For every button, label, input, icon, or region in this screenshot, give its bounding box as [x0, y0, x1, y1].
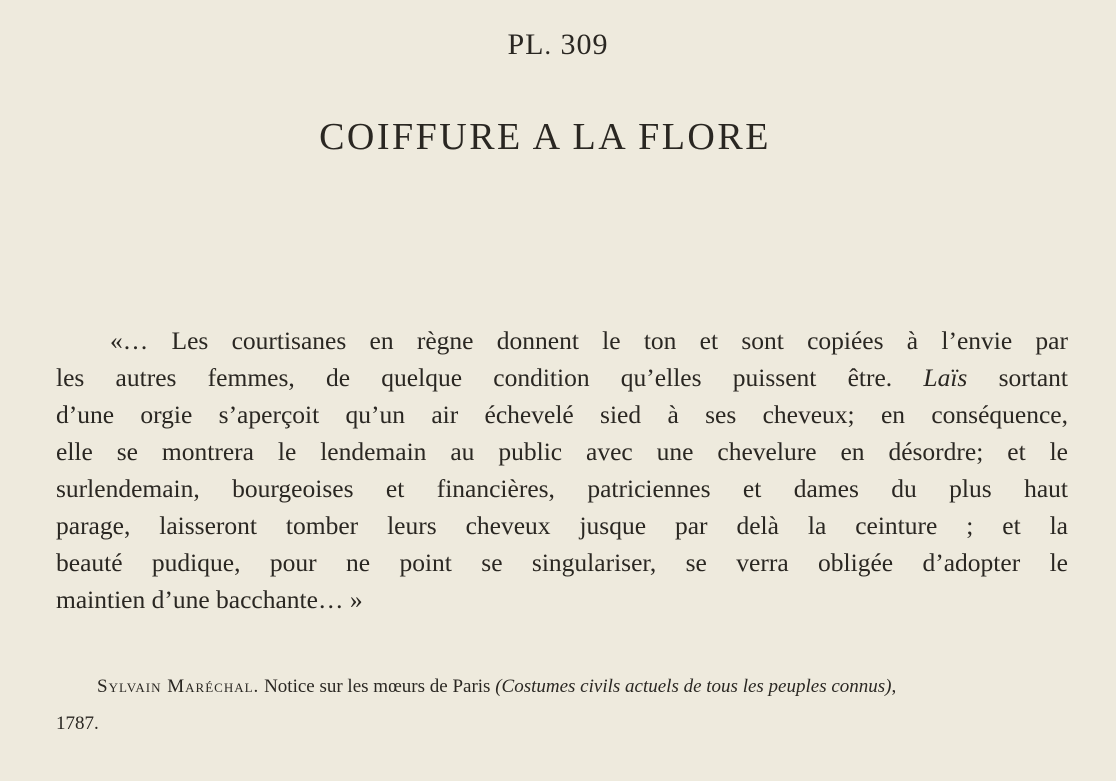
- quote-block: [56, 322, 1068, 618]
- citation-year: 1787.: [56, 713, 99, 734]
- page-title: COIFFURE A LA FLORE: [319, 116, 771, 158]
- quote-text: les autres femmes, de quelque condition qu’elles puissent être.: [56, 363, 893, 392]
- plate-number-value: 309: [560, 28, 609, 61]
- quote-line: d’une orgie s’aperçoit qu’un air échevelé sied à ses cheveux; en conséquence,: [56, 400, 1068, 429]
- plate-prefix: PL: [507, 28, 545, 61]
- quote-line: [56, 359, 1068, 396]
- quote-line: parage, laisseront tomber leurs cheveux jusque par delà la ceinture ; et la: [56, 511, 1068, 540]
- citation-italic-ref: (Costumes civils actuels de tous les peuples connus): [495, 676, 892, 697]
- citation-line: [56, 668, 1066, 705]
- citation-comma: ,: [891, 676, 897, 697]
- plate-number: [0, 28, 1116, 62]
- quote-line: «… Les courtisanes en règne donnent le ton et sont copiées à l’envie par: [110, 326, 1068, 355]
- citation-author: Sylvain Maréchal.: [97, 676, 260, 697]
- quote-line: elle se montrera le lendemain au public avec une chevelure en désordre; et le: [56, 437, 1068, 466]
- quote-line: beauté pudique, pour ne point se singulariser, se verra obligée d’adopter le: [56, 548, 1068, 577]
- quote-line: surlendemain, bourgeoises et financières, patriciennes et dames du plus haut: [56, 474, 1068, 503]
- plate-dot: .: [544, 31, 552, 60]
- quote-line: maintien d’une bacchante… »: [56, 585, 363, 614]
- source-citation: [56, 668, 1066, 742]
- citation-work: Notice sur les mœurs de Paris: [264, 676, 491, 697]
- quote-text: sortant: [998, 363, 1068, 392]
- quote-italic-name: Laïs: [923, 363, 968, 392]
